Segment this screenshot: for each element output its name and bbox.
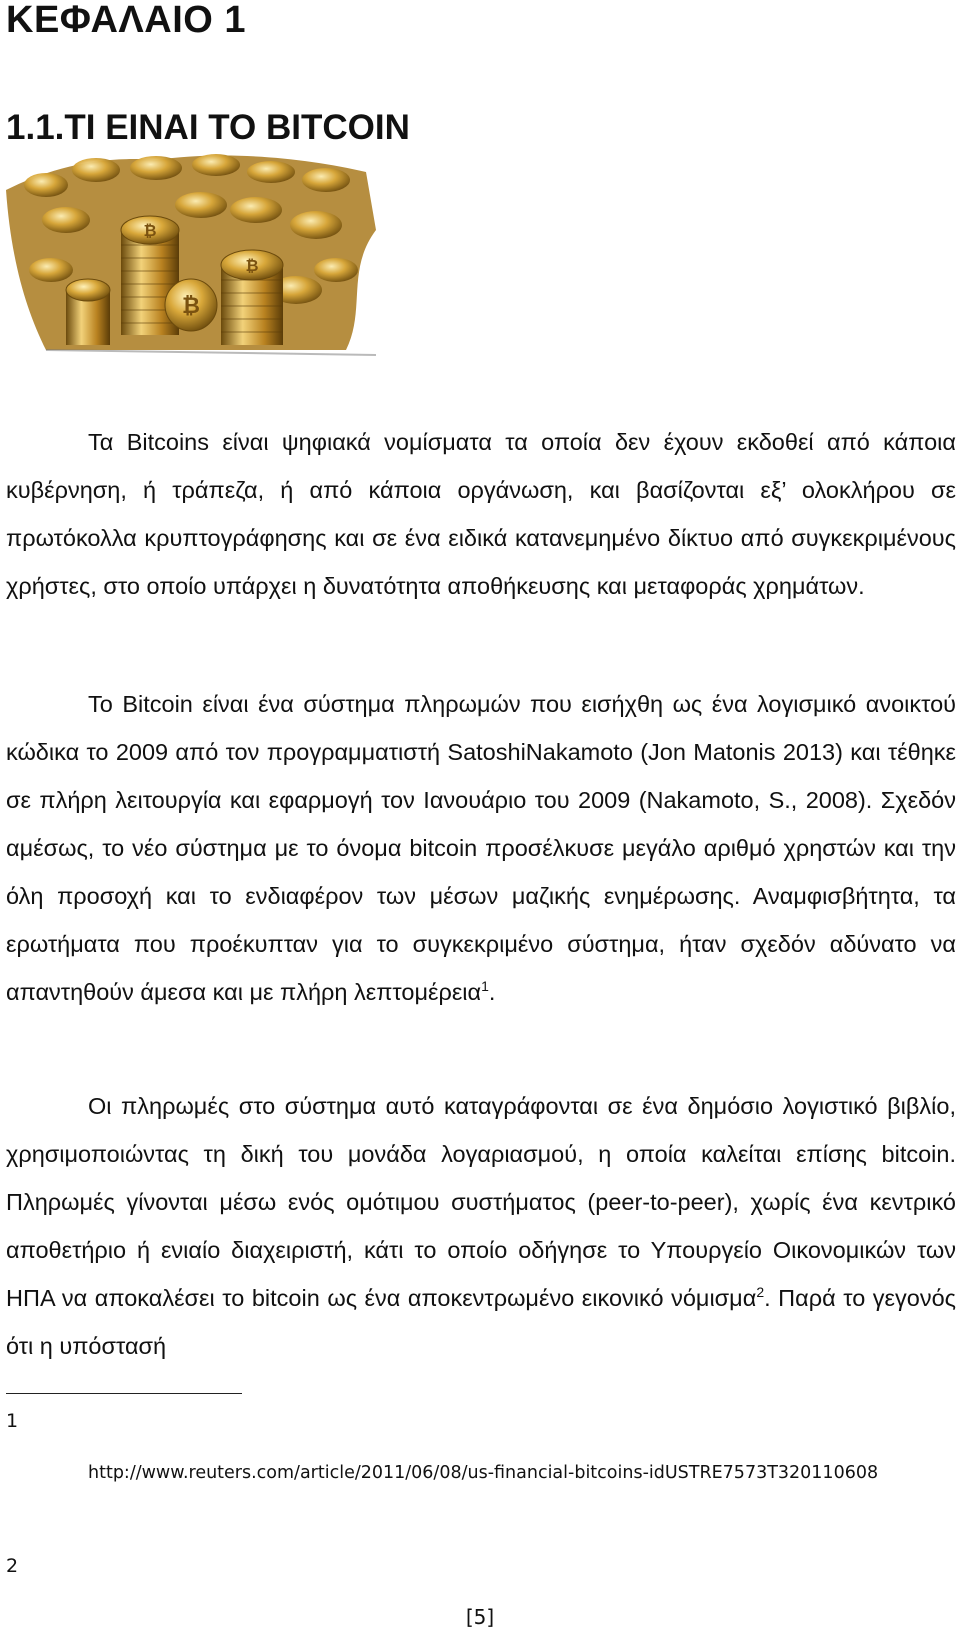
footnote-1-link[interactable]: http://www.reuters.com/article/2011/06/08/us-financial-bitcoins-idUSTRE7573T320110608 <box>88 1463 879 1483</box>
paragraph-2 <box>6 680 956 1016</box>
paragraph-3-text: Οι πληρωμές στο σύστημα αυτό καταγράφονται σε ένα δημόσιο λογιστικό βιβλίο, χρησιμοποιώντας τη δική του μονάδα λογαριασμού, η οποία καλείται επίσης bitcoin. Πληρωμές γίνονται μέσω ενός ομότιμου συστήματος (peer-to-peer), χωρίς ένα κεντρικό αποθετήριο ή ενιαίο διαχειριστή, κάτι το οποίο οδήγησε το Υπουργείο Οικονομικών των ΗΠΑ να αποκαλέσει το bitcoin ως ένα αποκεντρωμένο εικονικό νόμισμα <box>6 1093 956 1311</box>
footnote-2-number: 2 <box>6 1555 19 1577</box>
bitcoin-coins-image <box>6 150 386 370</box>
footnote-ref-1[interactable]: 1 <box>481 978 489 995</box>
footnote-separator <box>6 1393 242 1394</box>
footnote-ref-2[interactable]: 2 <box>756 1284 765 1301</box>
section-title: 1.1.ΤΙ ΕΙΝΑΙ ΤΟ BITCOIN <box>6 108 410 147</box>
paragraph-3-end: . Παρά το γεγονός ότι η υπόστασή <box>6 1285 956 1359</box>
svg-text:₿: ₿ <box>143 221 157 240</box>
paragraph-1 <box>6 418 956 610</box>
paragraph-2-end: . <box>488 979 496 1005</box>
paragraph-3 <box>6 1082 956 1370</box>
page-number: [5] <box>465 1605 495 1629</box>
paragraph-1-text: Τα Bitcoins είναι ψηφιακά νομίσματα τα οποία δεν έχουν εκδοθεί από κάποια κυβέρνηση, ή τράπεζα, ή από κάποια οργάνωση, και βασίζονται εξ’ ολοκλήρου σε πρωτόκολλα κρυπτογράφησης και σε ένα ειδικά κατανεμημένο δίκτυο από συγκεκριμένους χρήστες, στο οποίο υπάρχει η δυνατότητα αποθήκευσης και μεταφοράς χρημάτων. <box>6 429 956 599</box>
svg-text:₿: ₿ <box>245 256 259 275</box>
paragraph-2-text: Το Bitcoin είναι ένα σύστημα πληρωμών που εισήχθη ως ένα λογισμικό ανοικτού κώδικα το 2009 από τον προγραμματιστή SatoshiNakamoto (Jon Matonis 2013) και τέθηκε σε πλήρη λειτουργία και εφαρμογή τον Ιανουάριο του 2009 (Nakamoto, S., 2008). Σχεδόν αμέσως, το νέο σύστημα με το όνομα bitcoin προσέλκυσε μεγάλο αριθμό χρηστών και την όλη προσοχή και το ενδιαφέρον των μέσων μαζικής ενημέρωσης. Αναμφισβήτητα, τα ερωτήματα που προέκυπταν για το συγκεκριμένο σύστημα, ήταν σχεδόν αδύνατο να απαντηθούν άμεσα και με πλήρη λεπτομέρεια <box>6 691 956 1005</box>
chapter-title: ΚΕΦΑΛΑΙΟ 1 <box>6 0 246 41</box>
svg-text:₿: ₿ <box>182 294 200 319</box>
footnote-1-number: 1 <box>6 1410 19 1432</box>
